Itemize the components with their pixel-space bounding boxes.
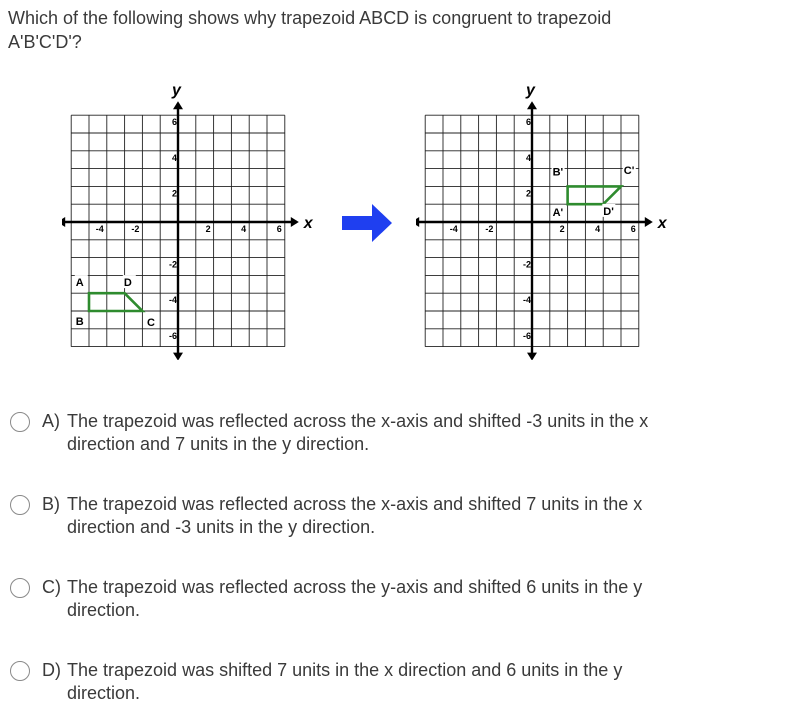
vertex-label: A	[75, 277, 84, 290]
image-trapezoid-graph	[416, 80, 676, 360]
x-tick-label: -4	[449, 224, 458, 234]
vertex-label: D'	[603, 205, 614, 218]
choice-a-line-1: The trapezoid was reflected across the x-axis and shifted -3 units in the x	[67, 411, 649, 431]
radio-button-b[interactable]	[10, 495, 30, 515]
y-tick-label: -2	[522, 259, 531, 270]
vertex-label: C	[146, 317, 155, 330]
x-axis-label: x	[303, 215, 313, 232]
y-tick-label: 2	[525, 188, 531, 199]
y-tick-label: -2	[168, 259, 177, 270]
question-line-2: A'B'C'D'?	[8, 32, 82, 52]
y-axis-label: y	[172, 82, 181, 100]
vertex-label: C'	[623, 164, 635, 177]
radio-button-d[interactable]	[10, 661, 30, 681]
y-axis-arrow-up-icon	[527, 101, 537, 109]
x-tick-label: 6	[276, 224, 282, 234]
radio-button-a[interactable]	[10, 412, 30, 432]
y-tick-label: -6	[168, 330, 177, 341]
transformation-arrow-icon	[338, 200, 396, 246]
x-tick-label: 4	[595, 224, 601, 234]
x-tick-label: 2	[205, 224, 211, 234]
y-tick-label: -4	[168, 295, 177, 306]
choice-a-line-2: direction and 7 units in the y direction.	[67, 434, 370, 454]
x-axis-arrow-left-icon	[416, 217, 419, 227]
x-axis-label: x	[657, 215, 667, 232]
original-trapezoid-graph	[62, 80, 322, 360]
question-text	[8, 6, 708, 54]
y-axis-arrow-up-icon	[173, 101, 183, 109]
vertex-label: D	[123, 277, 132, 290]
x-tick-label: -2	[485, 224, 494, 234]
y-tick-label: -4	[522, 295, 531, 306]
x-axis-arrow-left-icon	[62, 217, 65, 227]
coordinate-grid	[416, 80, 676, 360]
vertex-label: A'	[552, 206, 564, 219]
choice-b-line-1: The trapezoid was reflected across the x-axis and shifted 7 units in the x	[67, 494, 643, 514]
choice-d-line-2: direction.	[67, 683, 141, 703]
choice-c-line-2: direction.	[67, 600, 141, 620]
choice-letter-d: D)	[42, 660, 61, 680]
y-axis-arrow-down-icon	[173, 353, 183, 360]
choice-text-d	[67, 659, 717, 705]
y-tick-label: 2	[171, 188, 177, 199]
choice-letter-c: C)	[42, 577, 61, 597]
coordinate-grid	[62, 80, 322, 360]
trapezoid-shape	[568, 186, 621, 204]
vertex-label: B'	[552, 166, 564, 179]
choice-c-line-1: The trapezoid was reflected across the y-axis and shifted 6 units in the y	[67, 577, 643, 597]
y-tick-label: 4	[525, 152, 531, 163]
x-tick-label: -2	[131, 224, 140, 234]
y-tick-label: 6	[171, 117, 177, 128]
x-axis-arrow-right-icon	[291, 217, 299, 227]
x-tick-label: 2	[559, 224, 565, 234]
choice-letter-b: B)	[42, 494, 60, 514]
x-tick-label: 4	[241, 224, 247, 234]
choice-letter-a: A)	[42, 411, 60, 431]
y-tick-label: 4	[171, 152, 177, 163]
x-tick-label: -4	[95, 224, 104, 234]
choice-d-line-1: The trapezoid was shifted 7 units in the x direction and 6 units in the y	[67, 660, 623, 680]
radio-button-c[interactable]	[10, 578, 30, 598]
x-axis-arrow-right-icon	[645, 217, 653, 227]
x-tick-label: 6	[630, 224, 636, 234]
trapezoid-shape	[89, 293, 142, 311]
vertex-label: B	[75, 316, 84, 329]
y-tick-label: 6	[525, 117, 531, 128]
choice-text-b	[67, 493, 717, 539]
choice-text-a	[67, 410, 717, 456]
question-line-1: Which of the following shows why trapezoid ABCD is congruent to trapezoid	[8, 8, 612, 28]
y-axis-arrow-down-icon	[527, 353, 537, 360]
y-tick-label: -6	[522, 330, 531, 341]
choice-text-c	[67, 576, 717, 622]
y-axis-label: y	[526, 82, 535, 100]
choice-b-line-2: direction and -3 units in the y direction.	[67, 517, 376, 537]
